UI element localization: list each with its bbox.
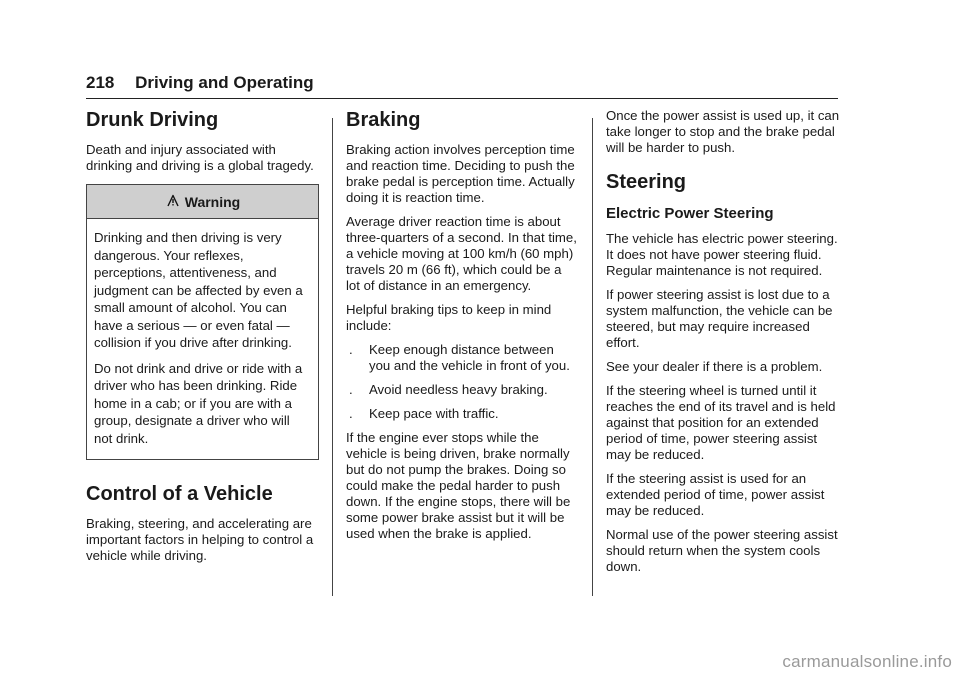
list-item — [346, 406, 578, 422]
drunk-driving-heading: Drunk Driving — [86, 109, 219, 131]
page-header — [86, 72, 838, 99]
column-divider-2 — [592, 118, 593, 596]
braking-paragraph-2: Average driver reaction time is about three-quarters of a second. In that time, a vehicle moving at 100 km/h (60 mph) travels 20 m (66 ft), which could be a lot of distance in an emergency. — [346, 214, 577, 293]
warning-label: Warning — [184, 194, 241, 210]
column-2 — [346, 108, 578, 550]
list-item-text: Keep enough distance between you and the vehicle in front of you. — [369, 342, 570, 373]
steering-paragraph-1: The vehicle has electric power steering. It does not have power steering fluid. Regular maintenance is not required. — [606, 231, 838, 278]
list-item-text: Keep pace with traffic. — [369, 406, 499, 421]
warning-triangle-icon — [165, 193, 181, 209]
braking-paragraph-3: Helpful braking tips to keep in mind include: — [346, 302, 552, 333]
warning-box — [86, 184, 319, 460]
column-3 — [606, 108, 840, 583]
braking-paragraph-1: Braking action involves perception time and reaction time. Deciding to push the brake pedal is perception time. Actually doing it is reaction time. — [346, 142, 575, 205]
steering-paragraph-2: If power steering assist is lost due to a system malfunction, the vehicle can be steered, but may require increased effort. — [606, 287, 833, 350]
eps-heading: Electric Power Steering — [606, 205, 774, 222]
power-assist-paragraph: Once the power assist is used up, it can take longer to stop and the brake pedal will be harder to push. — [606, 108, 840, 155]
warning-paragraph-2: Do not drink and drive or ride with a driver who has been drinking. Ride home in a cab; or if you are with a group, designate a driver who will not drink. — [94, 360, 303, 446]
control-text: Braking, steering, and accelerating are important factors in helping to control a vehicle while driving. — [86, 516, 314, 563]
list-item-text: Avoid needless heavy braking. — [369, 382, 548, 397]
drunk-driving-intro: Death and injury associated with drinking and driving is a global tragedy. — [86, 142, 314, 173]
braking-paragraph-4: If the engine ever stops while the vehicle is being driven, brake normally but do not pump the brakes. Doing so could make the pedal harder to push down. If the engine stops, there will be some power brake assist but it will be used when the brake is applied. — [346, 430, 571, 541]
braking-tips-list — [346, 342, 578, 422]
braking-heading: Braking — [346, 109, 421, 131]
steering-paragraph-3: See your dealer if there is a problem. — [606, 359, 823, 374]
warning-paragraph-1: Drinking and then driving is very dangerous. Your reflexes, perceptions, attentiveness, and judgment can be affected by even a small amount of alcohol. You can have a serious — or even fatal — collision if you drive after drinking. — [94, 230, 303, 350]
page-number: 218 — [86, 73, 115, 92]
watermark: carmanualsonline.info — [782, 652, 952, 671]
warning-body — [87, 219, 318, 459]
bullet-marker: . — [349, 342, 353, 357]
bullet-marker: . — [349, 382, 353, 397]
column-1 — [86, 108, 319, 572]
control-heading: Control of a Vehicle — [86, 483, 273, 505]
steering-heading: Steering — [606, 171, 687, 193]
warning-header — [87, 185, 318, 219]
column-divider-1 — [332, 118, 333, 596]
bullet-marker: . — [349, 406, 353, 421]
list-item — [346, 342, 578, 374]
list-item — [346, 382, 578, 398]
steering-paragraph-5: If the steering assist is used for an extended period of time, power assist may be reduced. — [606, 471, 825, 518]
steering-paragraph-4: If the steering wheel is turned until it reaches the end of its travel and is held against that position for an extended period of time, power steering assist may be reduced. — [606, 383, 836, 462]
section-title: Driving and Operating — [135, 73, 314, 92]
steering-paragraph-6: Normal use of the power steering assist should return when the system cools down. — [606, 527, 838, 574]
